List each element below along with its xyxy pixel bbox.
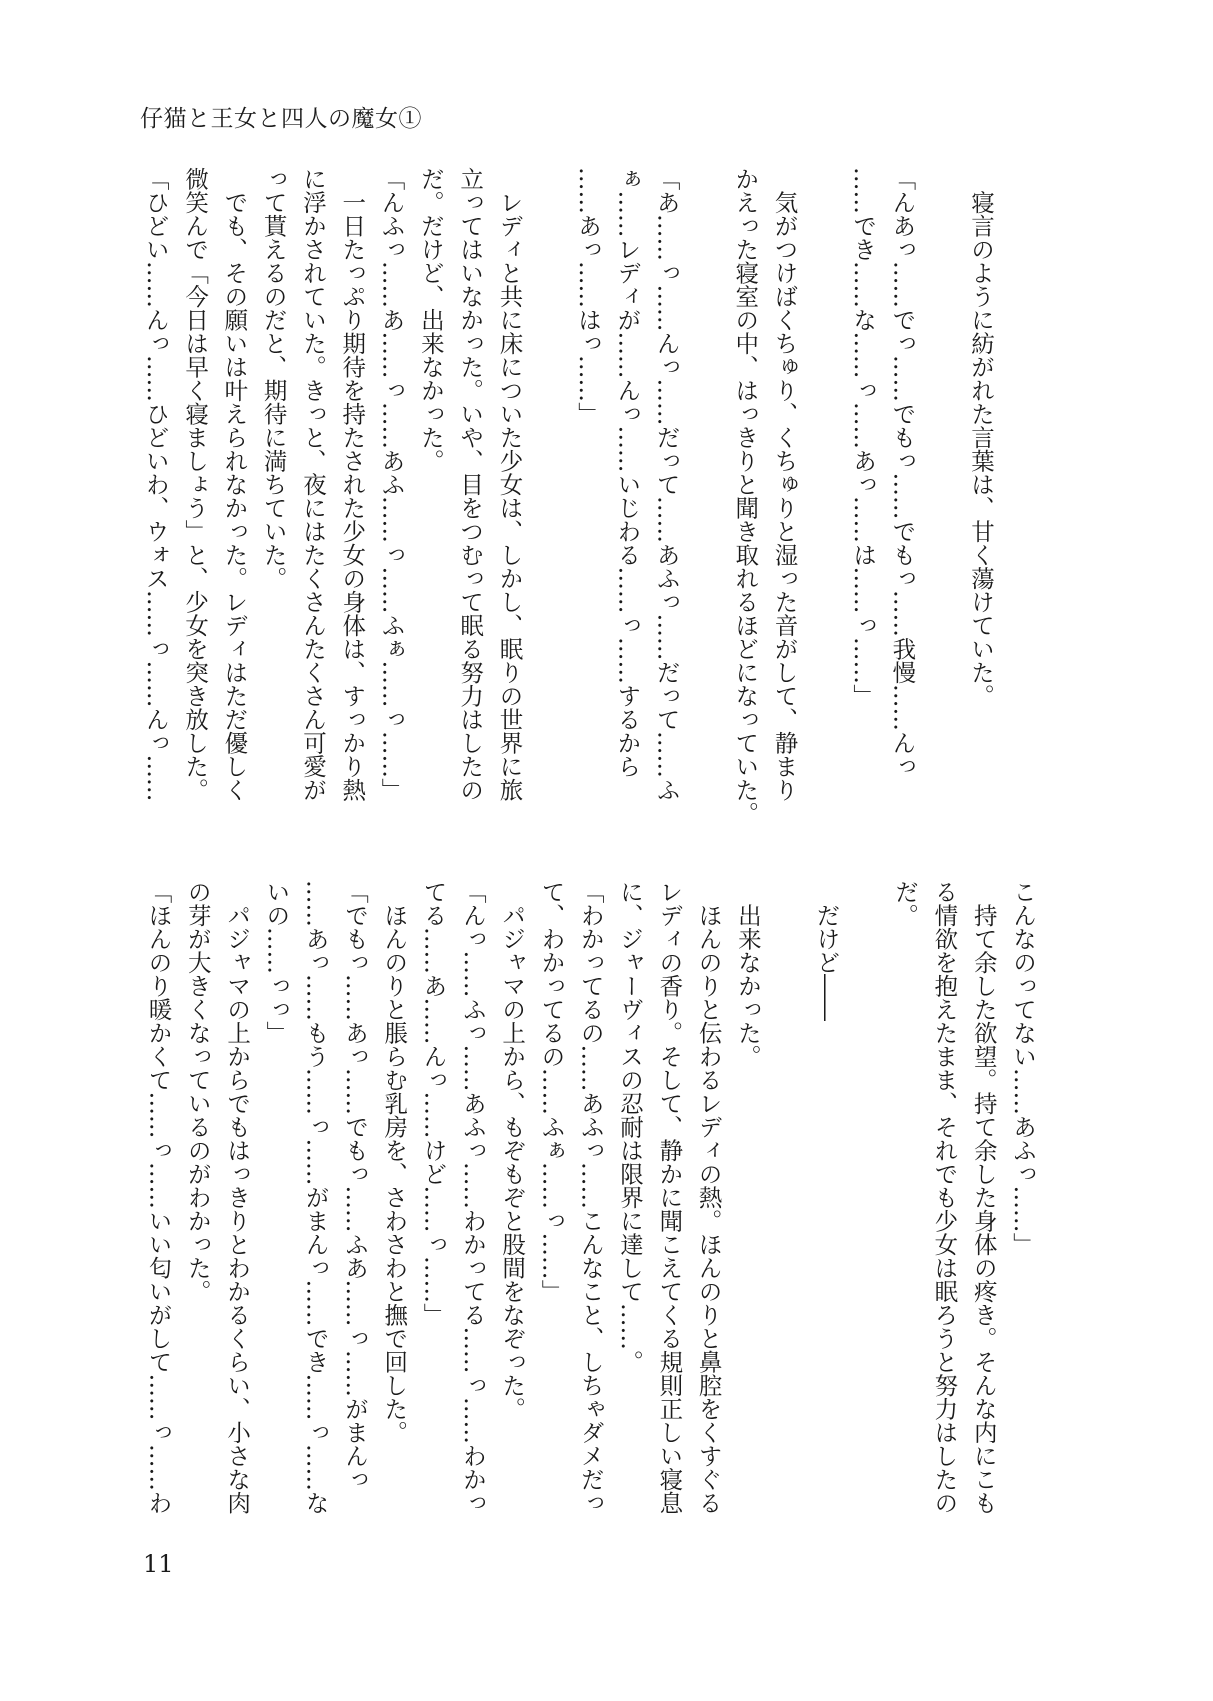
- text-column: レディの香り。そして、静かに聞こえてくる規則正しい寝息: [655, 880, 684, 1515]
- text-column: 「ひどい……んっ……ひどいわ、ウォス……っ……んっ……: [141, 167, 170, 802]
- text-block-top: [135, 167, 1000, 825]
- text-column: る情欲を抱えたまま、それでも少女は眠ろうと努力はしたの: [930, 880, 959, 1515]
- text-column: パジャマの上から、もぞもぞと股間をなぞった。: [498, 880, 527, 1421]
- text-block-bottom: [138, 880, 1042, 1520]
- text-column: 微笑んで「今日は早く寝ましょう」と、少女を突き放した。: [181, 167, 210, 802]
- text-column: の芽が大きくなっているのがわかった。: [183, 880, 212, 1303]
- text-column: だ。: [891, 880, 920, 927]
- text-column: 「んふっ……あ……っ……あふ……っ……ふぁ……っ……」: [377, 167, 406, 802]
- text-column: 寝言のように紡がれた言葉は、甘く蕩けていた。: [967, 167, 995, 708]
- text-column: [846, 880, 885, 1520]
- text-column: かえった寝室の中、はっきりと聞き取れるほどになっていた。: [731, 167, 760, 825]
- text-column: に、ジャーヴィスの忍耐は限界に達して……。: [616, 880, 645, 1374]
- text-column: ……でき……な……っ……あっ……は……っ……」: [849, 167, 878, 708]
- text-column: だけど――: [812, 880, 841, 1021]
- text-column: パジャマの上からでもはっきりとわかるくらい、小さな肉: [223, 880, 252, 1515]
- text-column: 「ほんのり暖かくて……っ……いい匂いがして……っ……わ: [144, 880, 173, 1515]
- page-number: 11: [143, 1550, 174, 1578]
- text-column: ……あっ……もう……っ……がまんっ……でき……っ……な: [301, 880, 330, 1515]
- text-column: 気がつけばくちゅり、くちゅりと湿った音がして、静まり: [770, 167, 799, 802]
- text-column: 「あ……っ……んっ……だって……あふっ……だって……ふ: [652, 167, 681, 802]
- running-header-title: 仔猫と王女と四人の魔女①: [140, 106, 422, 132]
- text-column: 一日たっぷり期待を持たされた少女の身体は、すっかり熱: [338, 167, 367, 802]
- text-column: って貰えるのだと、期待に満ちていた。: [259, 167, 288, 590]
- text-column: ……あっ……はっ……」: [574, 167, 603, 426]
- text-column: [686, 167, 725, 807]
- text-column: いの……っっ」: [262, 880, 291, 1045]
- text-column: [804, 167, 843, 807]
- text-column: 立ってはいなかった。いや、目をつむって眠る努力はしたの: [456, 167, 485, 802]
- text-column: 「でもっ……あっ……でもっ……ふあ……っ……がまんっ: [340, 880, 369, 1491]
- text-column: ほんのりと伝わるレディの熱。ほんのりと鼻腔をくすぐる: [694, 880, 723, 1515]
- text-column: 持て余した欲望。持て余した身体の疼き。そんな内にこも: [969, 880, 998, 1515]
- text-column: レディと共に床についた少女は、しかし、眠りの世界に旅: [495, 167, 524, 802]
- text-column: ほんのりと脹らむ乳房を、さわさわと撫で回した。: [380, 880, 409, 1444]
- text-column: に浮かされていた。きっと、夜にはたくさんたくさん可愛が: [298, 167, 327, 802]
- text-column: て、わかってるの……ふぁ……っ……」: [537, 880, 566, 1303]
- text-column: 「わかってるの……あふっ……こんなこと、しちゃダメだっ: [576, 880, 605, 1515]
- text-column: 「んあっ……でっ……でもっ……でもっ……我慢……んっ: [888, 167, 917, 778]
- text-column: [767, 880, 806, 1520]
- text-column: こんなのってない……あふっ……」: [1009, 880, 1037, 1256]
- text-column: 出来なかった。: [733, 880, 762, 1068]
- text-column: 「んっ……ふっ……あふっ……わかってる……っ……わかっ: [458, 880, 487, 1515]
- text-column: [921, 167, 960, 807]
- text-column: てる……あ……んっ……けど……っ……」: [419, 880, 448, 1327]
- text-column: でも、その願いは叶えられなかった。レディはただ優しく: [220, 167, 249, 802]
- text-column: だ。だけど、出来なかった。: [416, 167, 445, 473]
- text-column: [528, 167, 567, 807]
- text-column: ぁ……レディが……んっ……いじわる……っ……するから: [613, 167, 642, 778]
